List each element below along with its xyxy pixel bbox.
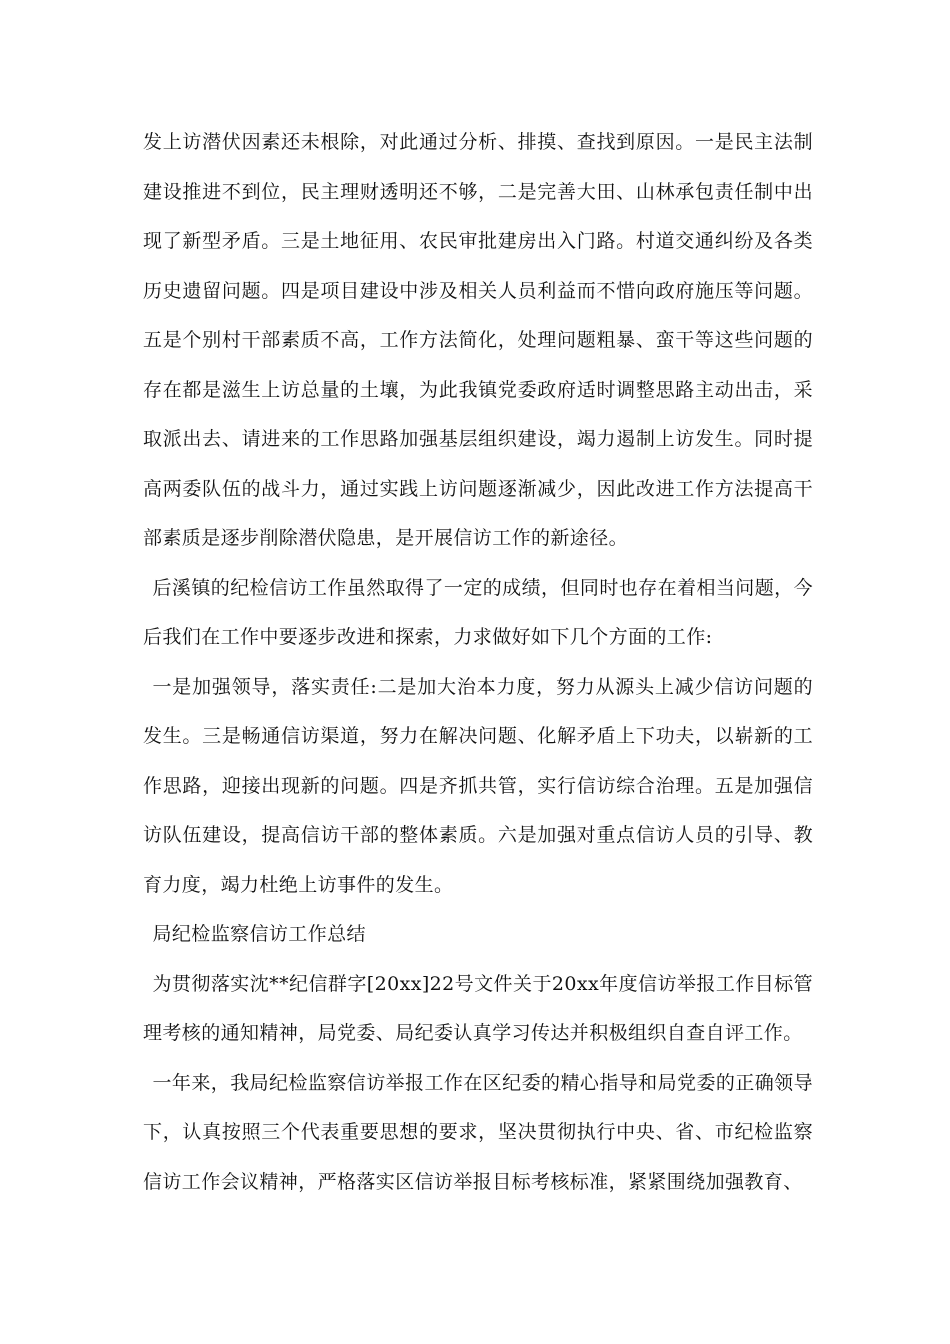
paragraph-summary: 一年来，我局纪检监察信访举报工作在区纪委的精心指导和局党委的正确领导下，认真按照三个代表重要思想的要求，坚决贯彻执行中央、省、市纪检监察信访工作会议精神，严格落实区信访举报目标考核标准，紧紧围绕加强教育、 (143, 1071, 813, 1193)
paragraph-shortcomings: 后溪镇的纪检信访工作虽然取得了一定的成绩，但同时也存在着相当问题，今后我们在工作中要逐步改进和探索，力求做好如下几个方面的工作: (143, 576, 813, 648)
paragraph-intro: 为贯彻落实沈**纪信群字[20xx]22号文件关于20xx年度信访举报工作目标管理考核的通知精神，局党委、局纪委认真学习传达并积极组织自查自评工作。 (143, 972, 813, 1044)
paragraph-measures: 一是加强领导，落实责任:二是加大治本力度，努力从源头上减少信访问题的发生。三是畅通信访渠道，努力在解决问题、化解矛盾上下功夫，以崭新的工作思路，迎接出现新的问题。四是齐抓共管，实行信访综合治理。五是加强信访队伍建设，提高信访干部的整体素质。六是加强对重点信访人员的引导、教育力度，竭力杜绝上访事件的发生。 (143, 675, 813, 896)
section-heading: 局纪检监察信访工作总结 (152, 923, 366, 945)
paragraph-causes: 发上访潜伏因素还未根除，对此通过分析、排摸、查找到原因。一是民主法制建设推进不到位，民主理财透明还不够，二是完善大田、山林承包责任制中出现了新型矛盾。三是土地征用、农民审批建房出入门路。村道交通纠纷及各类历史遗留问题。四是项目建设中涉及相关人员利益而不惜向政府施压等问题。五是个别村干部素质不高，工作方法简化，处理问题粗暴、蛮干等这些问题的存在都是滋生上访总量的土壤，为此我镇党委政府适时调整思路主动出击，采取派出去、请进来的工作思路加强基层组织建设，竭力遏制上访发生。同时提高两委队伍的战斗力，通过实践上访问题逐渐减少，因此改进工作方法提高干部素质是逐步削除潜伏隐患，是开展信访工作的新途径。 (143, 131, 813, 549)
document-body (143, 118, 813, 1207)
